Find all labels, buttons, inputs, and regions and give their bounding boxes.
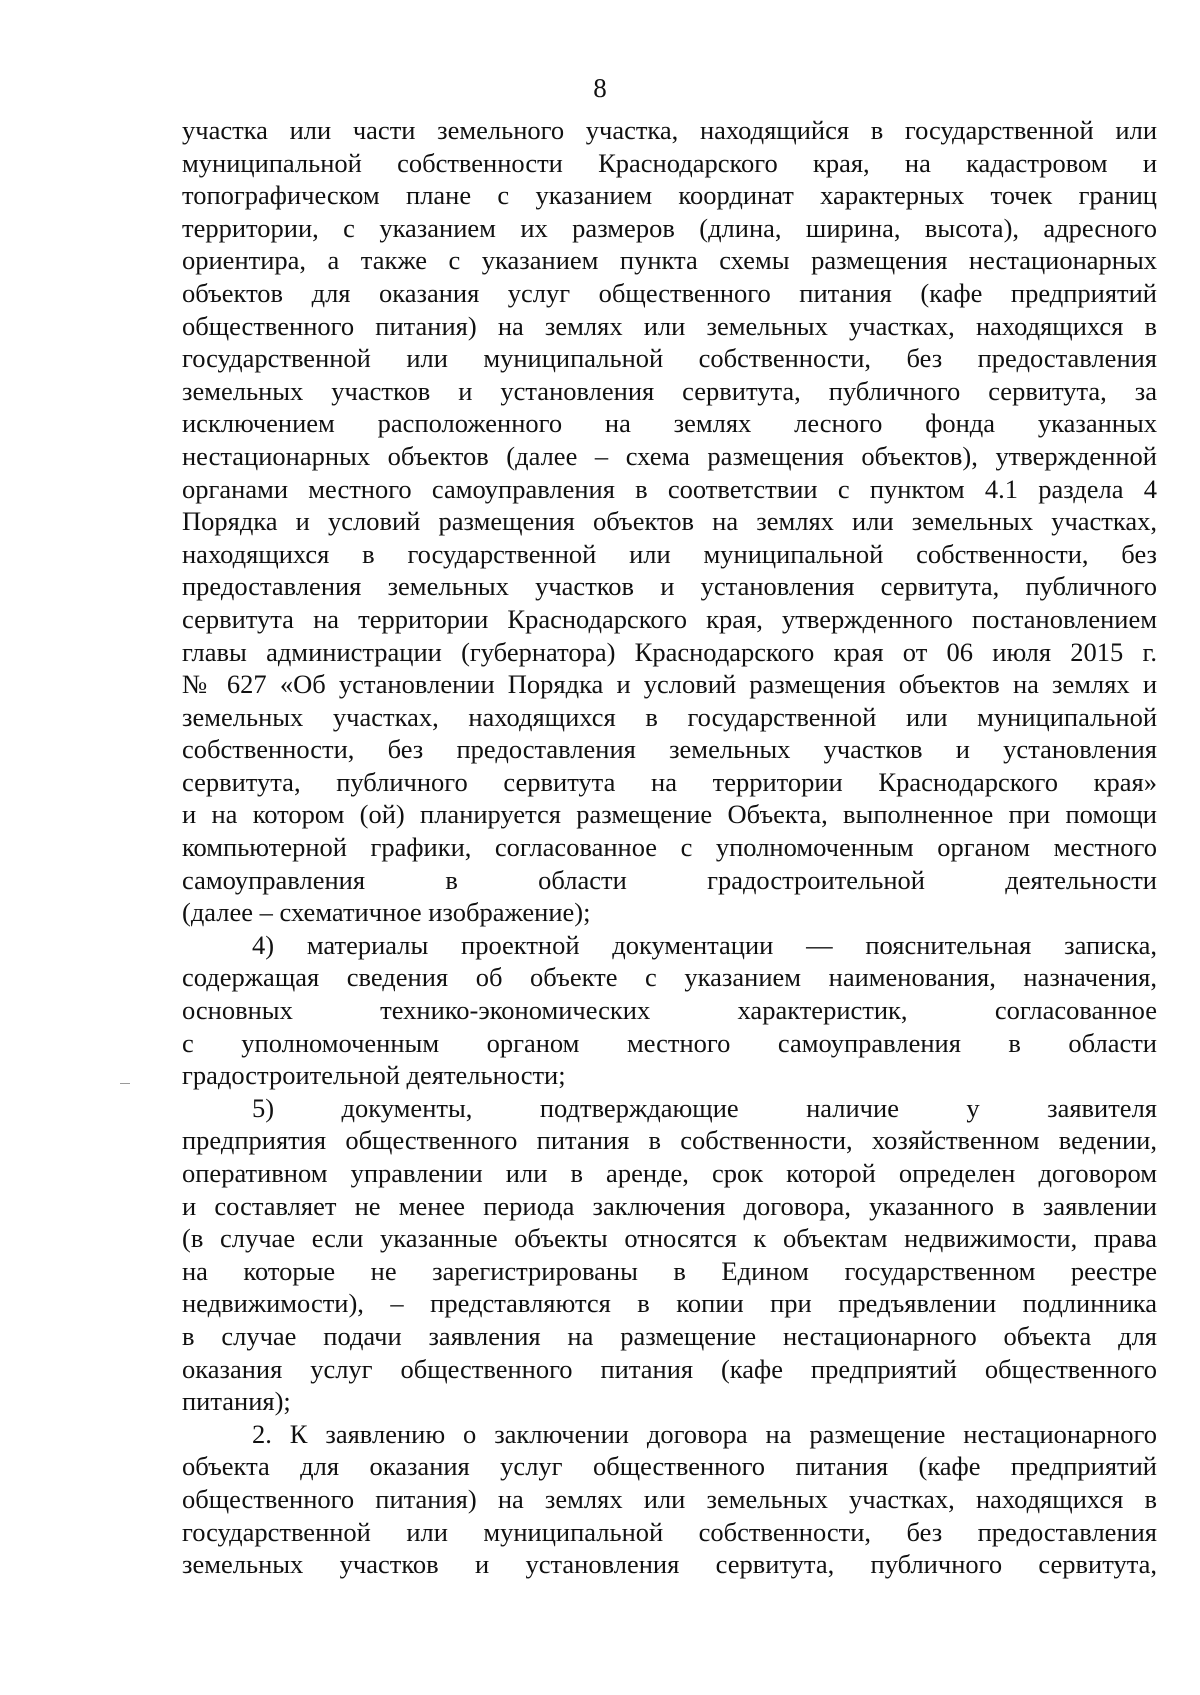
text-line: сервитута на территории Краснодарского края, утвержденного постановлением — [182, 603, 1157, 634]
page-number: 8 — [593, 73, 607, 103]
text-line: и составляет не менее периода заключения договора, указанного в заявлении — [182, 1190, 1157, 1221]
text-line: содержащая сведения об объекте с указанием наименования, назначения, — [182, 962, 1157, 993]
text-line: собственности, без предоставления земельных участков и установления — [182, 734, 1157, 765]
text-line: органами местного самоуправления в соответствии с пунктом 4.1 раздела 4 — [182, 473, 1157, 504]
text-line: (далее – схематичное изображение); — [182, 897, 591, 928]
text-line: градостроительной деятельности; — [182, 1060, 566, 1091]
text-line: территории, с указанием их размеров (длина, ширина, высота), адресного — [182, 212, 1157, 243]
text-line: нестационарных объектов (далее – схема размещения объектов), утвержденной — [182, 440, 1157, 471]
text-line: исключением расположенного на землях лесного фонда указанных — [182, 408, 1157, 439]
text-line: (в случае если указанные объекты относятся к объектам недвижимости, права — [182, 1223, 1157, 1254]
text-line: топографическом плане с указанием координат характерных точек границ — [182, 180, 1157, 211]
text-line: недвижимости), – представляются в копии при предъявлении подлинника — [182, 1288, 1157, 1319]
text-line: земельных участков и установления сервитута, публичного сервитута, — [182, 1549, 1157, 1580]
text-line: с уполномоченным органом местного самоуправления в области — [182, 1027, 1157, 1058]
text-line: № 627 «Об установлении Порядка и условий размещения объектов на землях и — [182, 669, 1157, 700]
text-line: находящихся в государственной или муниципальной собственности, без — [182, 538, 1157, 569]
text-line: оперативном управлении или в аренде, срок которой определен договором — [182, 1158, 1157, 1188]
text-line: ориентира, а также с указанием пункта схемы размещения нестационарных — [182, 245, 1157, 276]
text-line: основных технико-экономических характеристик, согласованное — [182, 995, 1157, 1026]
text-line: общественного питания) на землях или земельных участках, находящихся в — [182, 1483, 1157, 1514]
text-line: предприятия общественного питания в собственности, хозяйственном ведении, — [182, 1125, 1157, 1156]
text-line: оказания услуг общественного питания (кафе предприятий общественного — [182, 1353, 1157, 1384]
text-line: Порядка и условий размещения объектов на землях или земельных участках, — [182, 506, 1157, 537]
margin-mark — [120, 1083, 130, 1084]
text-line: сервитута, публичного сервитута на территории Краснодарского края» — [182, 766, 1157, 797]
text-line: питания); — [182, 1386, 291, 1417]
text-line: и на котором (ой) планируется размещение Объекта, выполненное при помощи — [182, 799, 1157, 830]
text-line: общественного питания) на землях или земельных участках, находящихся в — [182, 310, 1157, 341]
text-line: муниципальной собственности Краснодарского края, на кадастровом и — [182, 147, 1157, 178]
text-line: земельных участков и установления сервитута, публичного сервитута, за — [182, 375, 1157, 406]
text-line: объекта для оказания услуг общественного питания (кафе предприятий — [182, 1451, 1157, 1482]
text-line: главы администрации (губернатора) Краснодарского края от 06 июля 2015 г. — [182, 636, 1157, 667]
text-line: 5) документы, подтверждающие наличие у заявителя — [252, 1092, 1157, 1123]
text-line: государственной или муниципальной собственности, без предоставления — [182, 343, 1157, 374]
text-line: земельных участках, находящихся в государственной или муниципальной — [182, 701, 1157, 732]
text-line: 2. К заявлению о заключении договора на размещение нестационарного — [252, 1418, 1157, 1449]
text-line: объектов для оказания услуг общественного питания (кафе предприятий — [182, 277, 1157, 308]
text-line: 4) материалы проектной документации — пояснительная записка, — [252, 929, 1157, 960]
text-line: государственной или муниципальной собственности, без предоставления — [182, 1516, 1157, 1547]
text-line: компьютерной графики, согласованное с уполномоченным органом местного — [182, 832, 1157, 863]
text-line: в случае подачи заявления на размещение нестационарного объекта для — [182, 1320, 1157, 1351]
text-line: на которые не зарегистрированы в Едином государственном реестре — [182, 1255, 1157, 1286]
text-line: предоставления земельных участков и установления сервитута, публичного — [182, 571, 1157, 602]
text-line: участка или части земельного участка, находящийся в государственной или — [182, 115, 1157, 145]
document-body — [182, 114, 1157, 1581]
text-line: самоуправления в области градостроительной деятельности — [182, 864, 1157, 895]
